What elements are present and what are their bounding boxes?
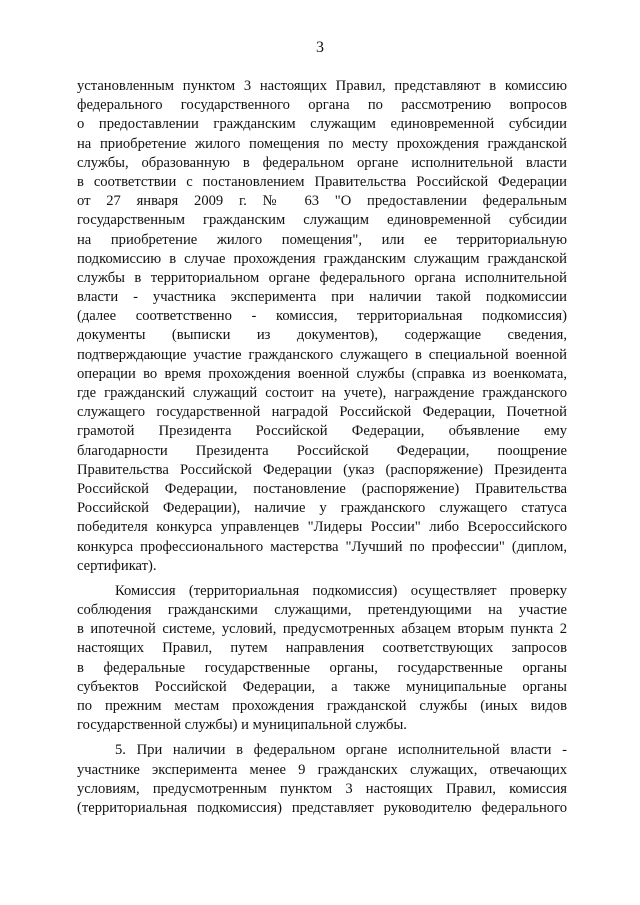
text-line: подкомиссию в случае прохождения гражданским служащим гражданской [77, 250, 567, 267]
text-line: Правительства Российской Федерации (указ (распоряжение) Президента [77, 461, 567, 478]
text-line: операции во время прохождения военной службы (справка из военкомата, [77, 365, 567, 382]
text-line: участнике эксперимента менее 9 гражданских служащих, отвечающих [77, 761, 567, 778]
text-line: службы, образованную в федеральном органе исполнительной власти [77, 154, 567, 171]
text-line: документы (выписки из документов), содержащие сведения, [77, 327, 567, 344]
text-line: Комиссия (территориальная подкомиссия) осуществляет проверку [115, 582, 567, 599]
text-line: службы в территориальном органе федерального органа исполнительной [77, 269, 567, 286]
text-line: в ипотечной системе, условий, предусмотренных абзацем вторым пункта 2 [77, 621, 567, 638]
document-body [77, 77, 567, 818]
text-line: 5. При наличии в федеральном органе исполнительной власти - [115, 742, 567, 759]
text-line: конкурса профессионального мастерства "Лучший по профессии" (диплом, [77, 538, 567, 555]
text-line: (территориальная подкомиссия) представляет руководителю федерального [77, 799, 567, 816]
text-line: победителя конкурса управленцев "Лидеры России" либо Всероссийского [77, 519, 567, 536]
text-line: подтверждающие участие гражданского служащего в специальной военной [77, 346, 567, 363]
text-line: где гражданский служащий состоит на учете), награждение гражданского [77, 385, 567, 401]
text-line: грамотой Президента Российской Федерации, объявление ему [77, 423, 567, 440]
text-line: установленным пунктом 3 настоящих Правил, представляют в комиссию [77, 78, 567, 94]
text-line: субъектов Российской Федерации, а также муниципальные органы [77, 678, 567, 695]
paragraph-2 [77, 582, 567, 736]
text-line: условиям, предусмотренным пунктом 3 настоящих Правил, комиссия [77, 780, 567, 797]
paragraph-3 [77, 741, 567, 818]
text-line: федерального государственного органа по рассмотрению вопросов [77, 97, 567, 114]
text-line: (далее соответственно - комиссия, территориальная подкомиссия) [77, 308, 567, 325]
page-number: 3 [316, 39, 324, 56]
text-line: государственным гражданским служащим единовременной субсидии [77, 212, 567, 229]
text-line: Российской Федерации, постановление (распоряжение) Правительства [77, 480, 567, 497]
text-line: в федеральные государственные органы, государственные органы [77, 659, 567, 676]
text-line: в соответствии с постановлением Правительства Российской Федерации [77, 173, 567, 190]
text-line: соблюдения гражданскими служащими, претендующими на участие [77, 602, 567, 619]
text-line: настоящих Правил, путем направления соответствующих запросов [77, 640, 567, 657]
text-line: сертификат). [77, 557, 157, 574]
text-line: служащего государственной наградой Российской Федерации, Почетной [77, 404, 567, 421]
text-line: государственной службы) и муниципальной службы. [77, 717, 407, 734]
text-line: по прежним местам прохождения гражданской службы (иных видов [77, 698, 567, 714]
text-line: о предоставлении гражданским служащим единовременной субсидии [77, 116, 567, 133]
text-line: Российской Федерации), наличие у гражданского служащего статуса [77, 500, 567, 517]
paragraph-1 [77, 77, 567, 576]
text-line: от 27 января 2009 г. № 63 "О предоставлении федеральным [77, 193, 567, 210]
text-line: на приобретение жилого помещения", или ее территориальную [77, 231, 567, 248]
text-line: благодарности Президента Российской Федерации, поощрение [77, 442, 567, 459]
text-line: на приобретение жилого помещения по месту прохождения гражданской [77, 135, 567, 152]
text-line: власти - участника эксперимента при наличии такой подкомиссии [77, 289, 567, 306]
